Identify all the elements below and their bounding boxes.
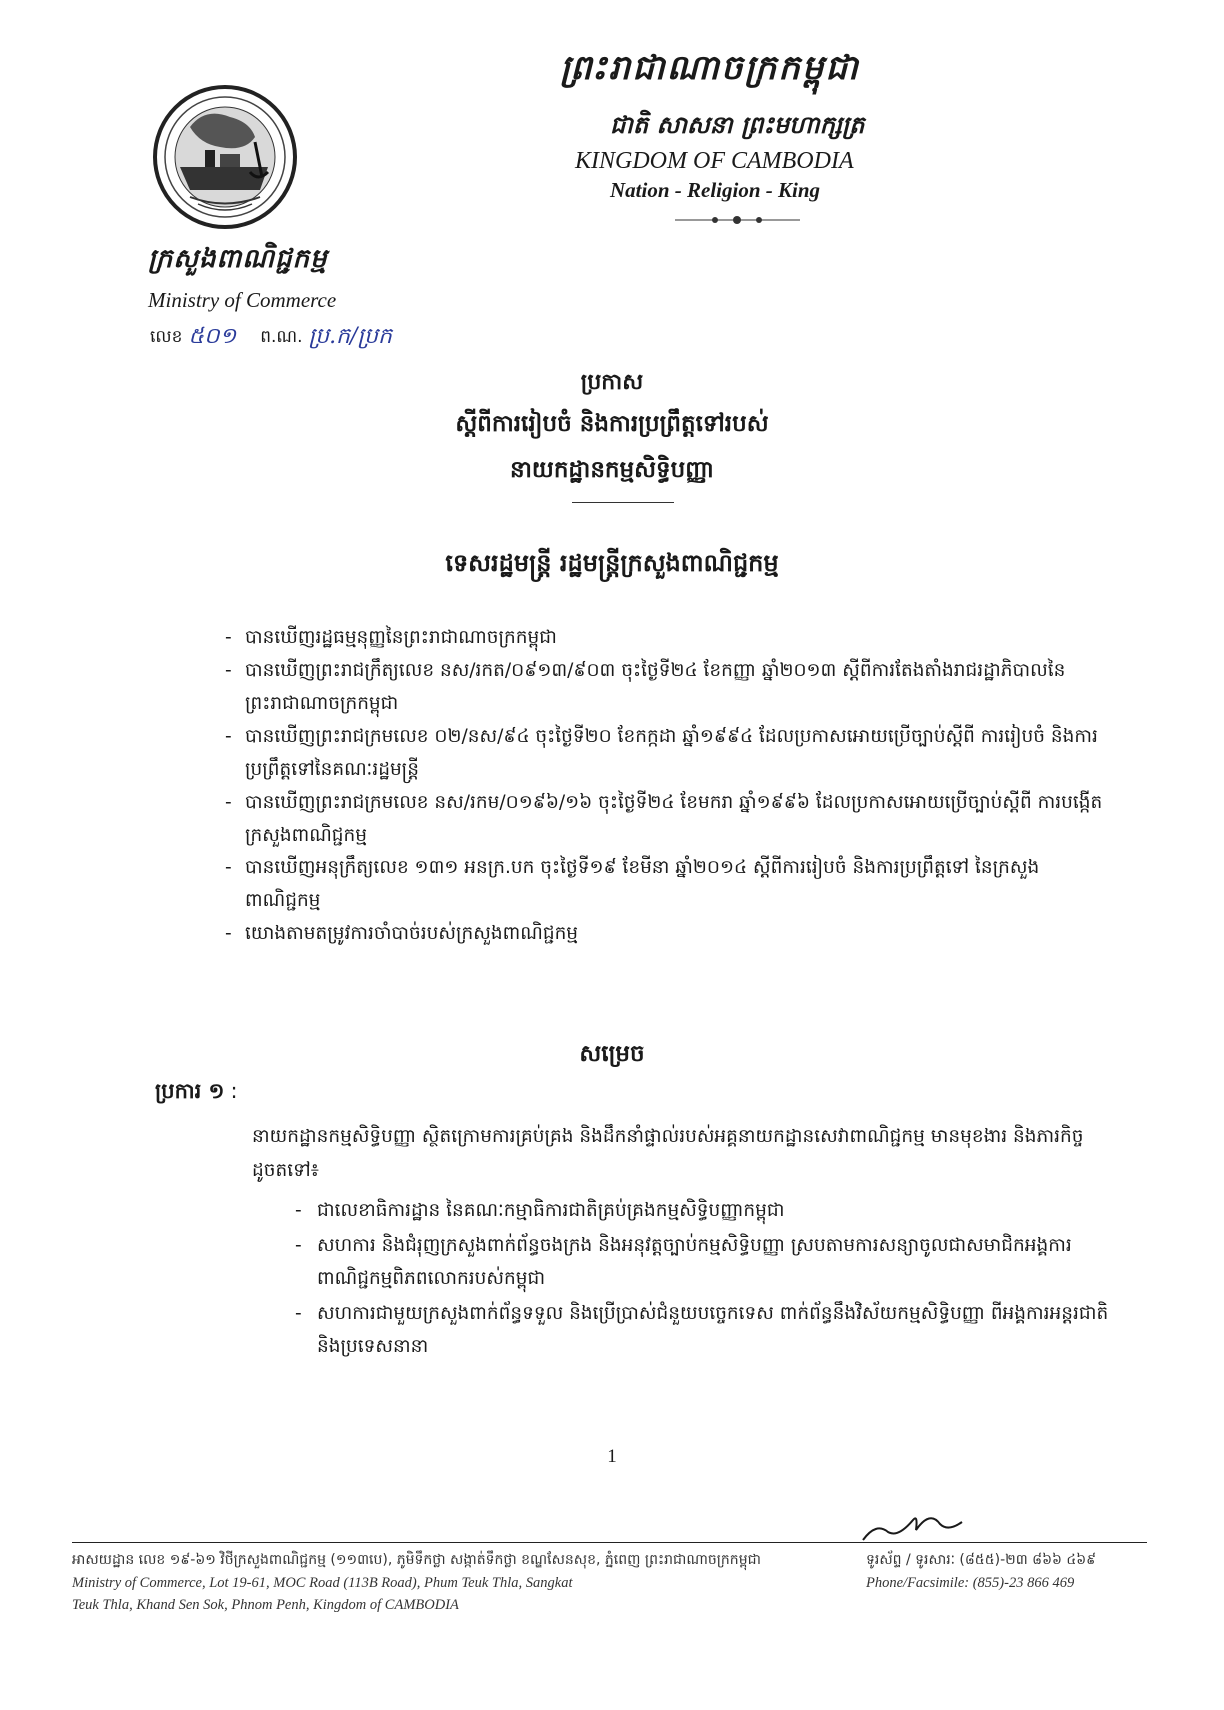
reference-number-row [150, 322, 392, 354]
preamble-item: - បានឃើញរដ្ឋធម្មនុញ្ញនៃព្រះរាជាណាចក្រកម្ពុជា [225, 627, 557, 648]
duty-item: - ជាលេខាធិការដ្ឋាន នៃគណៈកម្មាធិការជាតិគ្រប់គ្រងកម្មសិទ្ធិបញ្ញាកម្ពុជា [295, 1200, 785, 1221]
motto-kh: ជាតិ សាសនា ព្រះមហាក្សត្រ [610, 111, 865, 139]
footer-phone-kh: ទូរស័ព្ទ / ទូរសារៈ (៨៥៥)-២៣ ៨៦៦ ៤៦៩ [866, 1552, 1097, 1568]
ministry-name-en: Ministry of Commerce [148, 288, 337, 312]
document-type-title: ប្រកាស [580, 370, 644, 395]
duty-item: - សហការ និងជំរុញក្រសួងពាក់ព័ន្ធចងក្រង និងអនុវត្តច្បាប់កម្មសិទ្ធិបញ្ញា ស្របតាមការសន្យាចូលជាសមាជិកអង្គការពាណិជ្ជកម្មពិភពលោករបស់កម្ពុជា [295, 1234, 1072, 1289]
ministry-seal-icon [150, 82, 300, 232]
ornament-divider-icon [675, 214, 800, 226]
document-subject-line1: ស្តីពីការរៀបចំ និងការប្រព្រឹត្តទៅរបស់ [455, 411, 769, 437]
footer-address-en-line1: Ministry of Commerce, Lot 19-61, MOC Road (113B Road), Phum Teuk Thla, Sangkat [72, 1574, 573, 1591]
footer-phone-en: Phone/Facsimile: (855)-23 866 469 [866, 1574, 1075, 1591]
article-body: នាយកដ្ឋានកម្មសិទ្ធិបញ្ញា ស្ថិតក្រោមការគ្រប់គ្រង និងដឹកនាំផ្ទាល់របស់អគ្គនាយកដ្ឋានសេវាពាណិជ្ជកម្ម មានមុខងារ និងភារកិច្ចដូចតទៅ៖ [252, 1126, 1084, 1182]
article-heading [155, 1078, 238, 1109]
article-colon: : [230, 1079, 238, 1103]
preamble-item: - បានឃើញព្រះរាជក្រមលេខ នស/រកម/០១៩៦/១៦ ចុះថ្ងៃទី២៤ ខែមករា ឆ្នាំ១៩៩៦ ដែលប្រកាសអោយប្រើច្បាប់ស្តីពី ការបង្កើតក្រសួងពាណិជ្ជកម្ម [225, 791, 1103, 846]
ref-label: លេខ [150, 326, 183, 347]
duties-list [295, 1195, 1115, 1366]
ministry-name-kh: ក្រសួងពាណិជ្ជកម្ម [148, 244, 328, 274]
title-divider [572, 502, 674, 503]
preamble-item: - យោងតាមតម្រូវការចាំបាច់របស់ក្រសួងពាណិជ្ជកម្ម [225, 923, 579, 945]
ref-suffix: ប្រ.ក/ប្រក [308, 324, 392, 349]
footer-contact [866, 1550, 1146, 1594]
preamble-item: - បានឃើញព្រះរាជក្រឹត្យលេខ នស/រកត/០៩១៣/៩០៣ ចុះថ្ងៃទី២៤ ខែកញ្ញា ឆ្នាំ២០១៣ ស្តីពីការតែងតាំងរាជរដ្ឋាភិបាលនៃព្រះរាជាណាចក្រកម្ពុជា [225, 659, 1066, 714]
ref-suffix-label: ព.ណ. [260, 326, 303, 347]
preamble-item: - បានឃើញអនុក្រឹត្យលេខ ១៣១ អនក្រ.បក ចុះថ្ងៃទី១៩ ខែមីនា ឆ្នាំ២០១៤ ស្តីពីការរៀបចំ និងការប្រព្រឹត្តទៅ នៃក្រសួងពាណិជ្ជកម្ម [225, 857, 1040, 912]
decision-heading: សម្រេច [579, 1041, 645, 1067]
footer-address-en-line2: Teuk Thla, Khand Sen Sok, Phnom Penh, Kingdom of CAMBODIA [72, 1597, 459, 1614]
minister-title: ទេសរដ្ឋមន្ត្រី រដ្ឋមន្ត្រីក្រសួងពាណិជ្ជកម្ម [445, 549, 779, 577]
footer-address [72, 1550, 832, 1617]
signature-icon [858, 1502, 968, 1546]
preamble-item: - បានឃើញព្រះរាជក្រមលេខ ០២/នស/៩៤ ចុះថ្ងៃទី២០ ខែកក្កដា ឆ្នាំ១៩៩៤ ដែលប្រកាសអោយប្រើច្បាប់ស្តីពី ការរៀបចំ និងការប្រព្រឹត្តទៅនៃគណៈរដ្ឋមន្ត្រី [225, 725, 1098, 780]
ref-number: ៥០១ [188, 324, 237, 349]
footer-divider [72, 1542, 1147, 1543]
document-subject-line2: នាយកដ្ឋានកម្មសិទ្ធិបញ្ញា [510, 457, 714, 483]
duty-item: - សហការជាមួយក្រសួងពាក់ព័ន្ធទទួល និងប្រើប្រាស់ជំនួយបច្ចេកទេស ពាក់ព័ន្ធនឹងវិស័យកម្មសិទ្ធិបញ្ញា ពីអង្គការអន្តរជាតិ និងប្រទេសនានា [295, 1302, 1109, 1357]
kingdom-name-kh: ព្រះរាជាណាចក្រកម្ពុជា [560, 48, 860, 88]
kingdom-name-en: KINGDOM OF CAMBODIA [575, 148, 854, 174]
motto-en: Nation - Religion - King [610, 178, 821, 202]
preamble-list [225, 622, 1105, 951]
page-number: 1 [607, 1446, 617, 1467]
article-number: ប្រការ ១ [155, 1079, 225, 1103]
footer-address-kh: អាសយដ្ឋាន លេខ ១៩-៦១ វិថីក្រសួងពាណិជ្ជកម្ម (១១៣បេ), ភូមិទឹកថ្លា សង្កាត់ទឹកថ្លា ខណ្ឌសែនសុខ, ភ្នំពេញ ព្រះរាជាណាចក្រកម្ពុជា [72, 1552, 761, 1568]
